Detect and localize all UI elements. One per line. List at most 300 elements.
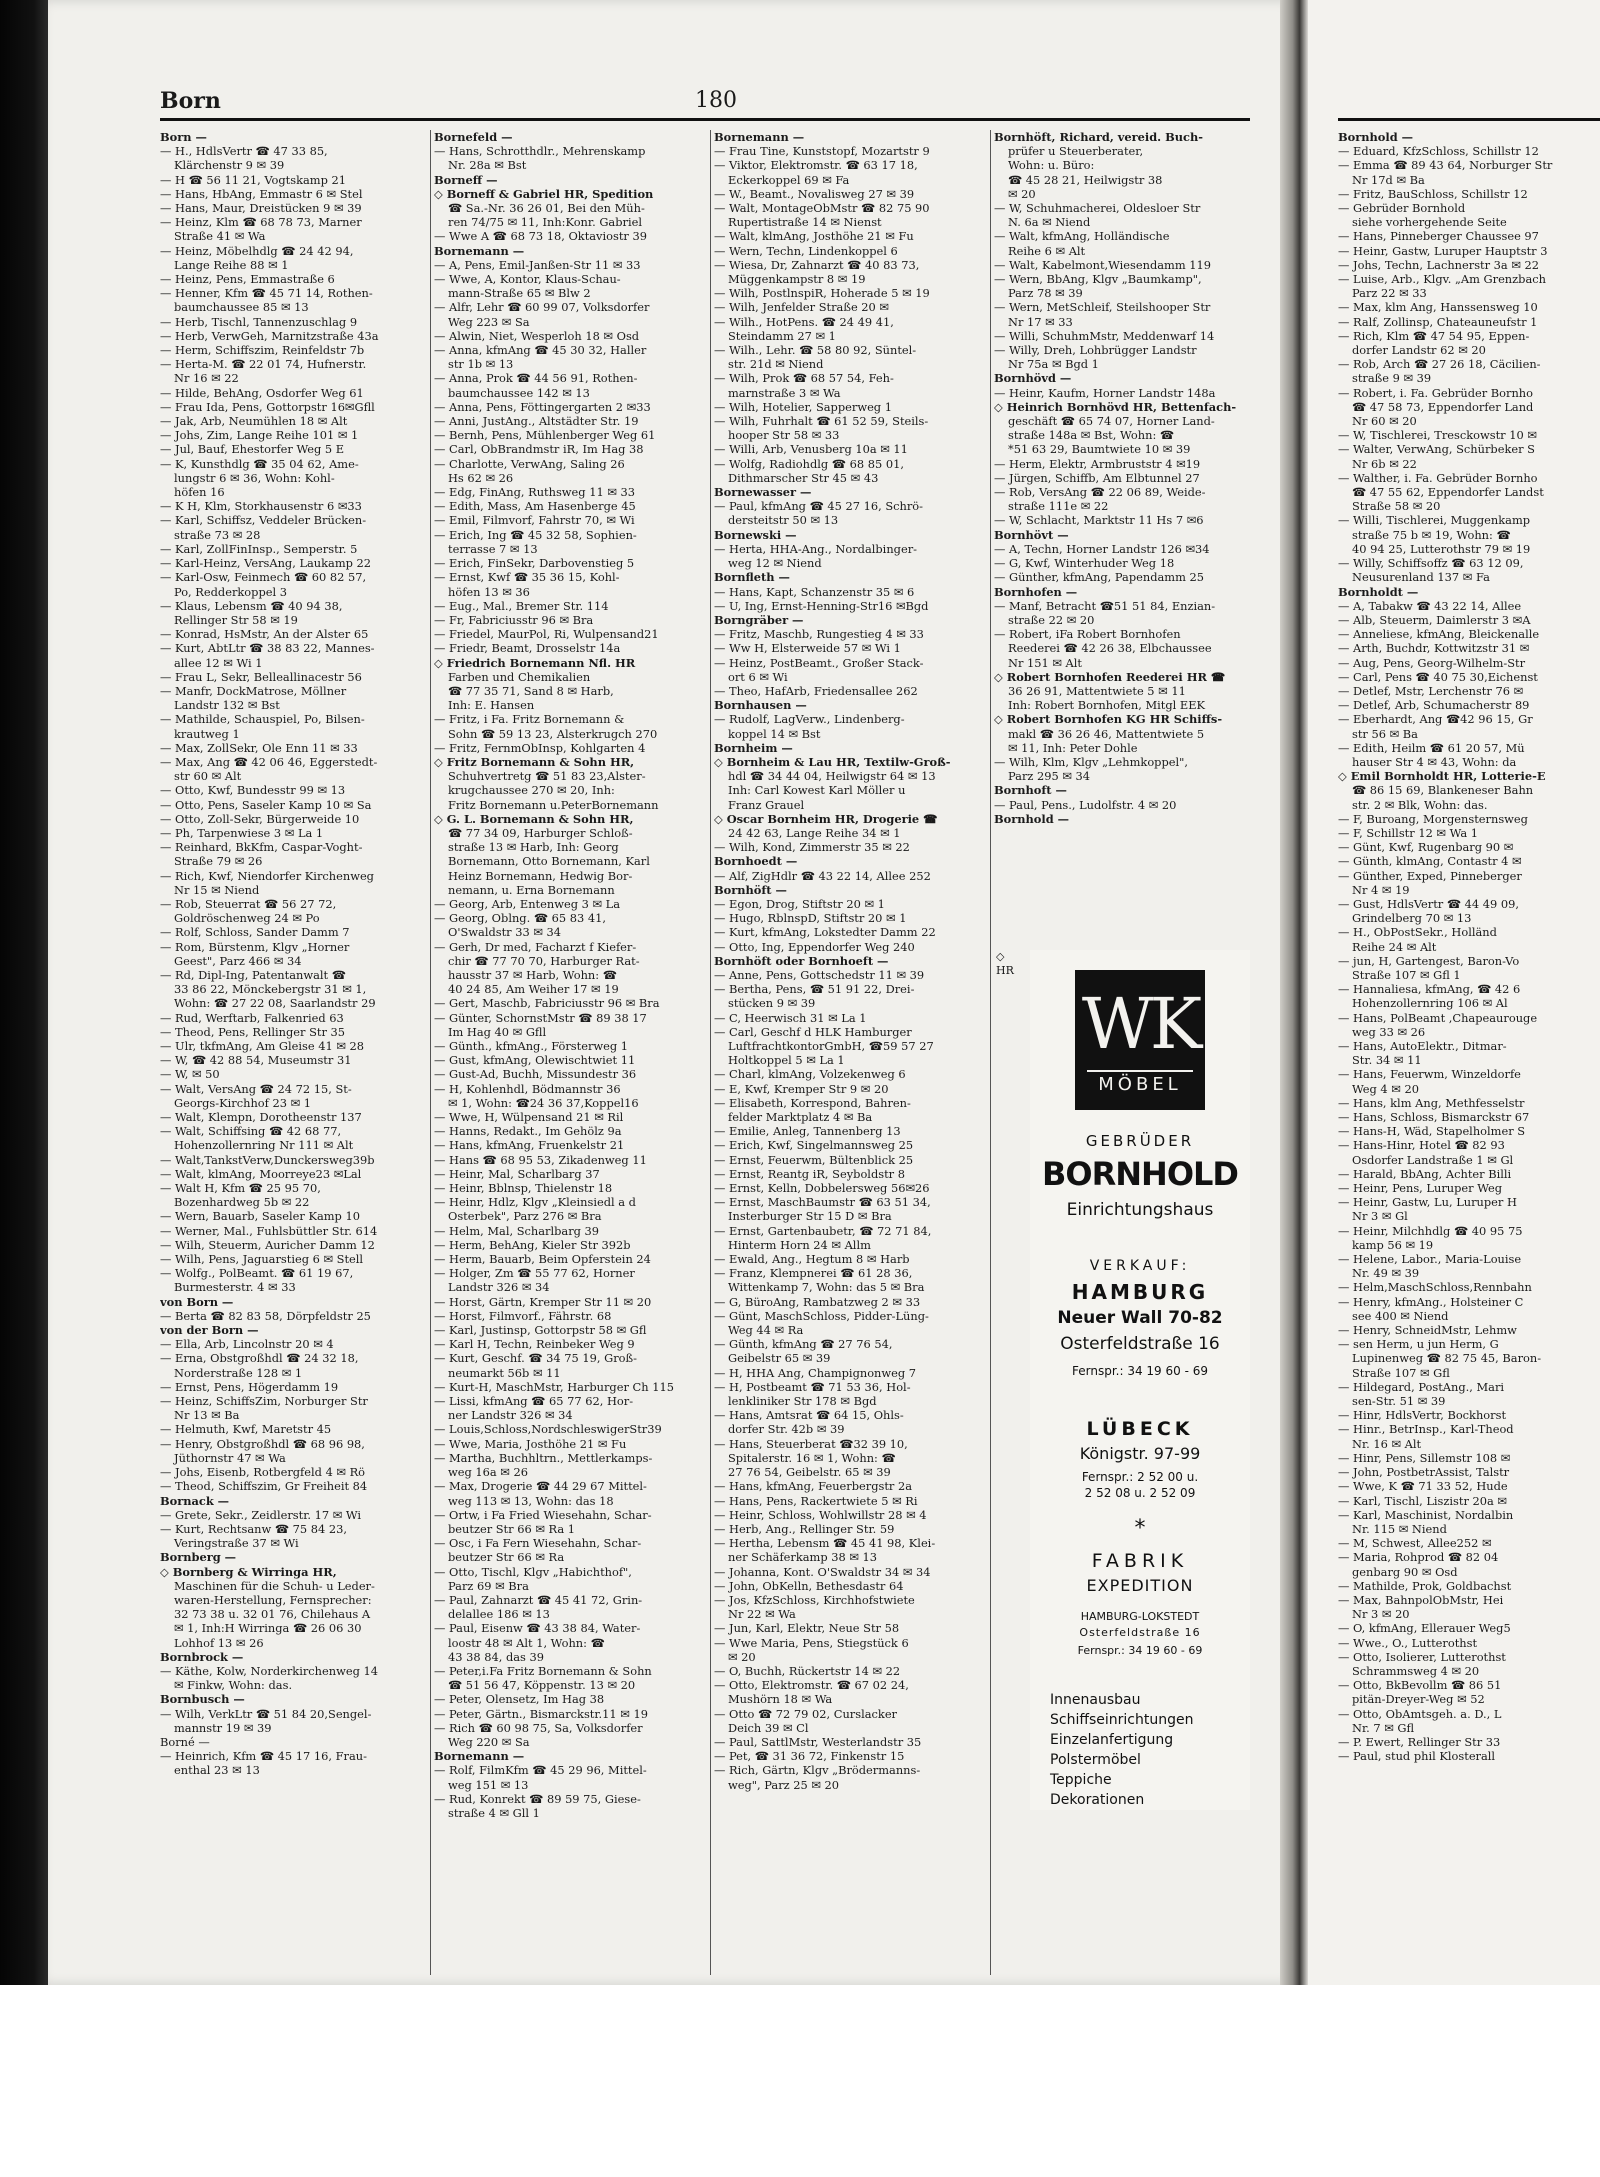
entry-continuation: Nr 60 ✉ 20: [1352, 414, 1417, 429]
directory-entry: — Heinz, PostBeamt., Großer Stack-: [714, 655, 924, 670]
surname-heading: Borngräber —: [714, 612, 804, 627]
entry-continuation: felder Marktplatz 4 ✉ Ba: [728, 1110, 873, 1125]
directory-entry: — Charl, klmAng, Volzekenweg 6: [714, 1067, 906, 1082]
entry-continuation: dorfer Landstr 62 ✉ 20: [1352, 343, 1486, 358]
entry-continuation: Straße 107 ✉ Gfl: [1352, 1365, 1450, 1380]
directory-entry: — Wwe, H, Wülpensand 21 ✉ Ril: [434, 1110, 624, 1125]
directory-entry: — A, Techn, Horner Landstr 126 ✉34: [994, 541, 1210, 556]
entry-continuation: Nr 6b ✉ 22: [1352, 456, 1417, 471]
entry-continuation: Hohenzollernring 106 ✉ Al: [1352, 996, 1508, 1011]
next-page-column: [1338, 130, 1600, 1975]
entry-continuation: Nr 3 ✉ Gl: [1352, 1209, 1408, 1224]
directory-entry: — Heinz, Klm ☎ 68 78 73, Marner: [160, 215, 362, 230]
directory-entry: — W, Schlacht, Marktstr 11 Hs 7 ✉6: [994, 513, 1204, 528]
directory-entry: — Wwe., O., Lutterothst: [1338, 1635, 1478, 1650]
directory-entry: — Edg, FinAng, Ruthsweg 11 ✉ 33: [434, 485, 635, 500]
entry-continuation: 32 73 38 u. 32 01 76, Chilehaus A: [174, 1607, 371, 1622]
ad-gebrueder: GEBRÜDER: [1085, 1132, 1195, 1150]
entry-continuation: loostr 48 ✉ Alt 1, Wohn: ☎: [448, 1635, 605, 1650]
entry-continuation: Nr 13 ✉ Ba: [174, 1408, 240, 1423]
surname-heading: Bornack —: [160, 1493, 230, 1508]
surname-heading: Bornheim —: [714, 740, 793, 755]
directory-entry: — Otto ☎ 72 79 02, Curslacker: [714, 1706, 898, 1721]
directory-entry: — Arth, Buchdr, Kottwitzstr 31 ✉: [1338, 641, 1530, 656]
directory-entry: — Rudolf, LagVerw., Lindenberg-: [714, 712, 905, 727]
entry-continuation: ✉ 11, Inh: Peter Dohle: [1008, 740, 1138, 755]
directory-entry: — Bernh, Pens, Mühlenberger Weg 61: [434, 428, 656, 443]
column-1: [160, 130, 428, 1975]
entry-continuation: weg 151 ✉ 13: [448, 1777, 529, 1792]
directory-entry: — A, Tabakw ☎ 43 22 14, Allee: [1338, 598, 1522, 613]
entry-continuation: straße 75 b ✉ 19, Wohn: ☎: [1352, 527, 1511, 542]
directory-entry: — Walt, Kabelmont,Wiesendamm 119: [994, 257, 1212, 272]
directory-entry: — Hans-Hinr, Hotel ☎ 82 93: [1338, 1138, 1505, 1153]
diamond-marker-icon: ◇: [996, 950, 1005, 963]
entry-continuation: N. 6a ✉ Niend: [1008, 215, 1091, 230]
entry-continuation: LuftfrachtkontorGmbH, ☎59 57 27: [728, 1039, 934, 1053]
directory-entry: — Eug., Mal., Bremer Str. 114: [434, 598, 609, 613]
ad-phone-luebeck-2: 2 52 08 u. 2 52 09: [1084, 1486, 1196, 1500]
entry-continuation: Spitalerstr. 16 ✉ 1, Wohn: ☎: [728, 1450, 896, 1465]
directory-entry: — Henner, Kfm ☎ 45 71 14, Rothen-: [160, 286, 373, 301]
directory-entry: — W, Tischlerei, Tresckowstr 10 ✉: [1338, 428, 1537, 443]
directory-entry: — Pet, ☎ 31 36 72, Finkenstr 15: [714, 1749, 905, 1764]
directory-entry: ◇ G. L. Bornemann & Sohn HR,: [434, 811, 634, 826]
entry-continuation: ☎ 45 28 21, Heilwigstr 38: [1008, 172, 1163, 187]
directory-entry: — Walt, Klempn, Dorotheenstr 137: [160, 1110, 362, 1125]
star-icon: *: [1134, 1516, 1146, 1541]
directory-entry: — Grete, Sekr., Zeidlerstr. 17 ✉ Wi: [160, 1507, 362, 1522]
directory-entry: — Hilde, BehAng, Osdorfer Weg 61: [160, 385, 364, 400]
entry-continuation: Maschinen für die Schuh- u Leder-: [174, 1578, 375, 1593]
directory-entry: — Rud, Konrekt ☎ 89 59 75, Giese-: [434, 1791, 641, 1806]
directory-entry: — Heinz, Pens, Emmastraße 6: [160, 272, 335, 287]
entry-continuation: beutzer Str 66 ✉ Ra 1: [448, 1521, 575, 1536]
directory-entry: — Johs, Eisenb, Rotbergfeld 4 ✉ Rö: [160, 1465, 366, 1480]
entry-continuation: chir ☎ 77 70 70, Harburger Rat-: [448, 953, 640, 968]
entry-continuation: hooper Str 58 ✉ 33: [728, 428, 840, 443]
directory-entry: — Frau Tine, Kunststopf, Mozartstr 9: [714, 144, 930, 159]
directory-entry: — Walter, VerwAng, Schürbeker S: [1338, 442, 1535, 457]
entry-continuation: Straße 41 ✉ Wa: [174, 229, 266, 244]
directory-entry: — Mathilde, Prok, Goldbachst: [1338, 1578, 1512, 1593]
entry-continuation: Veringstraße 37 ✉ Wi: [174, 1536, 299, 1551]
directory-entry: ◇ Bornberg & Wirringa HR,: [160, 1564, 337, 1579]
entry-continuation: Weg 44 ✉ Ra: [728, 1323, 804, 1338]
directory-entry: — Wern, BbAng, Klgv „Baumkamp",: [994, 272, 1202, 287]
directory-entry: — Max, BahnpolObMstr, Hei: [1338, 1592, 1504, 1607]
entry-continuation: *51 63 29, Baumtwiete 10 ✉ 39: [1008, 442, 1191, 457]
directory-entry: — Günth, klmAng, Contastr 4 ✉: [1338, 854, 1522, 869]
directory-entry: — Herb, Tischl, Tannenzuschlag 9: [160, 314, 358, 329]
directory-entry: — Emilie, Anleg, Tannenberg 13: [714, 1124, 901, 1139]
directory-entry: — Karl-Osw, Feinmech ☎ 60 82 57,: [160, 570, 367, 585]
entry-continuation: Wohn: u. Büro:: [1008, 158, 1095, 173]
directory-entry: — Wilh, Kond, Zimmerstr 35 ✉ 22: [714, 840, 910, 855]
ad-service-item: Teppiche: [1050, 1772, 1112, 1788]
surname-heading: Bornhausen —: [714, 698, 807, 713]
directory-entry: — U, Ing, Ernst-Henning-Str16 ✉Bgd: [714, 598, 929, 613]
entry-continuation: Dithmarscher Str 45 ✉ 43: [728, 470, 879, 485]
directory-entry: — Fritz, Maschb, Rungestieg 4 ✉ 33: [714, 627, 924, 642]
directory-entry: — H., HdlsVertr ☎ 47 33 85,: [160, 144, 328, 159]
directory-entry: — Maria, Rohprod ☎ 82 04: [1338, 1550, 1499, 1565]
entry-continuation: Nr 17 ✉ 33: [1008, 314, 1073, 329]
directory-entry: — Johs, Techn, Lachnerstr 3a ✉ 22: [1338, 257, 1540, 272]
directory-entry: — Karl, Maschinist, Nordalbin: [1338, 1507, 1514, 1522]
directory-entry: — Paul, Eisenw ☎ 43 38 84, Water-: [434, 1621, 641, 1636]
directory-entry: — Frau L, Sekr, Belleallinacestr 56: [160, 669, 362, 684]
entry-continuation: Schrammsweg 4 ✉ 20: [1352, 1663, 1480, 1678]
directory-entry: — Hans, Pinneberger Chaussee 97: [1338, 229, 1539, 244]
directory-entry: — Friedr, Beamt, Drosselstr 14a: [434, 641, 621, 656]
directory-entry: — Egon, Drog, Stiftstr 20 ✉ 1: [714, 896, 885, 911]
directory-entry: — Walt, Schiffsing ☎ 42 68 77,: [160, 1124, 342, 1139]
directory-entry: — Carl, ObBrandmstr iR, Im Hag 38: [434, 442, 644, 457]
directory-entry: — Hans, Feuerwm, Winzeldorfe: [1338, 1067, 1521, 1082]
directory-entry: — Otto, Tischl, Klgv „Habichthof",: [434, 1564, 632, 1579]
directory-entry: — Georg, Oblng. ☎ 65 83 41,: [434, 911, 606, 926]
directory-entry: — jun, H, Gartengest, Baron-Vo: [1338, 953, 1520, 968]
ad-koenigstr: Königstr. 97-99: [1079, 1444, 1201, 1463]
directory-entry: — Ulr, tkfmAng, Am Gleise 41 ✉ 28: [160, 1039, 365, 1053]
entry-continuation: mannstr 19 ✉ 39: [174, 1720, 272, 1735]
entry-continuation: Geibelstr 65 ✉ 39: [728, 1351, 831, 1366]
directory-entry: — Carl, Pens ☎ 40 75 30,Eichenst: [1338, 669, 1538, 684]
directory-entry: — Osc, i Fa Fern Wiesehahn, Schar-: [434, 1536, 642, 1551]
directory-entry: — Hanns, Redakt., Im Gehölz 9a: [434, 1124, 622, 1139]
directory-entry: — Wilh, Prok ☎ 68 57 54, Feh-: [714, 371, 894, 386]
directory-entry: — Wilh., Lehr. ☎ 58 80 92, Süntel-: [714, 343, 917, 358]
surname-heading: Bornfleth —: [714, 570, 790, 585]
entry-continuation: Reihe 24 ✉ Alt: [1352, 939, 1437, 954]
directory-entry: — Hans, Schloss, Bismarckstr 67: [1338, 1110, 1530, 1125]
surname-heading: Bornhofen —: [994, 584, 1078, 599]
directory-entry: — Erich, FinSekr, Darbovenstieg 5: [434, 556, 635, 571]
surname-heading: Bornhold —: [994, 811, 1070, 826]
entry-continuation: Geest", Parz 466 ✉ 34: [174, 953, 302, 968]
ad-lokstedt: HAMBURG-LOKSTEDT: [1080, 1610, 1200, 1623]
directory-entry: — sen Herm, u jun Herm, G: [1338, 1337, 1499, 1352]
ad-neuer-wall: Neuer Wall 70-82: [1057, 1308, 1223, 1328]
directory-entry: — H ☎ 56 11 21, Vogtskamp 21: [160, 172, 346, 187]
directory-entry: — Fritz, i Fa. Fritz Bornemann &: [434, 712, 625, 727]
directory-entry: — Otto, BkBevollm ☎ 86 51: [1338, 1678, 1502, 1693]
directory-entry: — Hans, kfmAng, Fruenkelstr 21: [434, 1138, 625, 1153]
entry-continuation: weg 12 ✉ Niend: [728, 556, 822, 571]
surname-heading: Bornhöft —: [714, 882, 787, 897]
directory-entry: — Manf, Betracht ☎51 51 84, Enzian-: [994, 598, 1216, 613]
directory-entry: — Erna, Obstgroßhdl ☎ 24 32 18,: [160, 1351, 359, 1366]
directory-entry: — H, Postbeamt ☎ 71 53 36, Hol-: [714, 1379, 911, 1394]
directory-entry: — Viktor, Elektromstr. ☎ 63 17 18,: [714, 158, 918, 173]
entry-continuation: Heinz Bornemann, Hedwig Bor-: [448, 868, 633, 883]
directory-entry: — Walt, klmAng, Moorreye23 ✉Lal: [160, 1166, 362, 1181]
directory-entry: — Wilh, VerkLtr ☎ 51 84 20,Sengel-: [160, 1706, 372, 1721]
entry-continuation: lenkliniker Str 178 ✉ Bgd: [728, 1394, 877, 1409]
directory-entry: — Wern, Bauarb, Saseler Kamp 10: [160, 1209, 360, 1224]
entry-continuation: 27 76 54, Geibelstr. 65 ✉ 39: [728, 1465, 891, 1480]
running-head: [160, 88, 1250, 118]
scan-border-left: [0, 0, 48, 2177]
directory-entry: — Kurt, kfmAng, Lokstedter Damm 22: [714, 925, 936, 940]
directory-entry: — Rich, Gärtn, Klgv „Brödermanns-: [714, 1763, 921, 1778]
directory-entry: — Hertha, Lebensm ☎ 45 41 98, Klei-: [714, 1536, 936, 1551]
entry-continuation: beutzer Str 66 ✉ Ra: [448, 1550, 565, 1565]
entry-continuation: hauser Str 4 ✉ 43, Wohn: da: [1352, 754, 1517, 769]
entry-continuation: Deich 39 ✉ Cl: [728, 1720, 809, 1735]
directory-entry: — Walt, MontageObMstr ☎ 82 75 90: [714, 201, 930, 216]
directory-entry: — Otto, Pens, Saseler Kamp 10 ✉ Sa: [160, 797, 372, 812]
entry-continuation: Nr. 16 ✉ Alt: [1352, 1436, 1422, 1451]
entry-continuation: Weg 220 ✉ Sa: [448, 1734, 530, 1749]
directory-entry: — Herta-M. ☎ 22 01 74, Hufnerstr.: [160, 357, 367, 372]
surname-heading: Bornhövd —: [994, 371, 1072, 386]
directory-entry: — Hans, Maur, Dreistücken 9 ✉ 39: [160, 201, 362, 216]
entry-continuation: str. 21d ✉ Niend: [728, 357, 824, 372]
entry-continuation: 40 24 85, Am Weiher 17 ✉ 19: [448, 982, 619, 997]
directory-entry: — Walt, VersAng ☎ 24 72 15, St-: [160, 1081, 352, 1096]
entry-continuation: 36 26 91, Mattentwiete 5 ✉ 11: [1008, 683, 1186, 698]
directory-entry: — Eduard, KfzSchloss, Schillstr 12: [1338, 144, 1539, 159]
directory-entry: — Hans ☎ 68 95 53, Zikadenweg 11: [434, 1152, 647, 1167]
directory-entry: — Wilh, Hotelier, Sapperweg 1: [714, 399, 892, 414]
ad-service-item: Innenausbau: [1050, 1692, 1141, 1708]
directory-entry: — Werner, Mal., Fuhlsbüttler Str. 614: [160, 1223, 378, 1238]
directory-entry: — Max, klm Ang, Hanssensweg 10: [1338, 300, 1538, 315]
entry-continuation: Grindelberg 70 ✉ 13: [1352, 911, 1472, 926]
directory-entry: — Theo, HafArb, Friedensallee 262: [714, 683, 918, 698]
entry-continuation: ☎ 77 35 71, Sand 8 ✉ Harb,: [448, 683, 614, 698]
entry-continuation: Straße 79 ✉ 26: [174, 854, 263, 869]
directory-entry: ◇ Heinrich Bornhövd HR, Bettenfach-: [994, 399, 1237, 414]
entry-continuation: krautweg 1: [174, 726, 240, 741]
directory-entry: — Detlef, Arb, Schumacherstr 89: [1338, 698, 1530, 713]
entry-continuation: ☎ 47 58 73, Eppendorfer Land: [1352, 399, 1534, 414]
ad-services-list: [1050, 1690, 1250, 1810]
column-divider: [430, 130, 431, 1975]
entry-continuation: höfen 16: [174, 485, 225, 500]
entry-continuation: weg 33 ✉ 26: [1352, 1024, 1426, 1039]
directory-entry: — Harald, BbAng, Achter Billi: [1338, 1166, 1512, 1181]
directory-entry: — Günt, MaschSchloss, Pidder-Lüng-: [714, 1308, 929, 1323]
ad-phone-luebeck-1: Fernspr.: 2 52 00 u.: [1081, 1470, 1199, 1484]
entry-continuation: Burmesterstr. 4 ✉ 33: [174, 1280, 296, 1295]
bornhold-advertisement: [1030, 950, 1250, 1810]
directory-entry: — Otto, ObAmtsgeh. a. D., L: [1338, 1706, 1502, 1721]
directory-entry: — Walt, klmAng, Josthöhe 21 ✉ Fu: [714, 229, 914, 244]
directory-entry: — Robert, iFa Robert Bornhofen: [994, 627, 1181, 642]
directory-entry: — F, Schillstr 12 ✉ Wa 1: [1338, 825, 1478, 840]
directory-entry: — Ewald, Ang., Hegtum 8 ✉ Harb: [714, 1252, 910, 1267]
directory-entry: — Gust, HdlsVertr ☎ 44 49 09,: [1338, 896, 1519, 911]
ad-phone-hamburg: Fernspr.: 34 19 60 - 69: [1072, 1364, 1208, 1378]
entry-continuation: ren 74/75 ✉ 11, Inh:Konr. Gabriel: [448, 215, 642, 230]
directory-entry: — Ralf, Zollinsp, Chateauneufstr 1: [1338, 314, 1538, 329]
entry-continuation: Po, Redderkoppel 3: [174, 584, 287, 599]
directory-entry: — Ernst, Kelln, Dobbelersweg 56✉26: [714, 1181, 930, 1196]
directory-entry: — Alb, Steuerm, Daimlerstr 3 ✉A: [1338, 612, 1531, 627]
directory-entry: — Ernst, Pens, Högerdamm 19: [160, 1379, 339, 1394]
entry-continuation: str. 2 ✉ Blk, Wohn: das.: [1352, 797, 1488, 812]
directory-entry: — Heinz, SchiffsZim, Norburger Str: [160, 1394, 368, 1409]
head-word: Born: [160, 88, 221, 114]
directory-entry: ◇ Friedrich Bornemann Nfl. HR: [434, 655, 636, 670]
directory-entry: — Karl, Schiffsz, Veddeler Brücken-: [160, 513, 367, 528]
surname-heading: Bornemann —: [434, 243, 525, 258]
directory-entry: — Heinr, Mal, Scharlbarg 37: [434, 1166, 600, 1181]
directory-entry: — Ph, Tarpenwiese 3 ✉ La 1: [160, 825, 324, 840]
directory-entry: — Otto, Elektromstr. ☎ 67 02 24,: [714, 1678, 909, 1693]
column-divider: [710, 130, 711, 1975]
logo-subtext: MÖBEL: [1098, 1074, 1182, 1095]
entry-continuation: Lange Reihe 88 ✉ 1: [174, 257, 289, 272]
directory-entry: — F, Buroang, Morgensternsweg: [1338, 811, 1528, 826]
directory-entry: — Luise, Arb., Klgv. „Am Grenzbach: [1338, 272, 1546, 287]
entry-continuation: ✉ 1, Inh:H Wirringa ☎ 26 06 30: [174, 1621, 362, 1636]
directory-entry: — Willi, SchuhmMstr, Meddenwarf 14: [994, 328, 1215, 343]
directory-entry: — Wern, Techn, Lindenkoppel 6: [714, 243, 898, 258]
directory-entry: — Wilh, Pens, Jaguarstieg 6 ✉ Stell: [160, 1252, 364, 1267]
directory-entry: — Theod, Pens, Rellinger Str 35: [160, 1024, 346, 1039]
directory-entry: — Gert, Maschb, Fabriciusstr 96 ✉ Bra: [434, 996, 660, 1011]
directory-entry: — Otto, Kwf, Bundesstr 99 ✉ 13: [160, 783, 346, 798]
header-rule: [160, 118, 1250, 121]
entry-continuation: Im Hag 40 ✉ Gfll: [448, 1024, 547, 1039]
entry-continuation: baumchaussee 85 ✉ 13: [174, 300, 309, 315]
directory-entry: — Walt H, Kfm ☎ 25 95 70,: [160, 1181, 321, 1196]
directory-entry: — Fr, Fabriciusstr 96 ✉ Bra: [434, 612, 594, 627]
directory-entry: — Anni, JustAng., Altstädter Str. 19: [434, 414, 639, 429]
directory-entry: — Henry, SchneidMstr, Lehmw: [1338, 1323, 1517, 1338]
surname-heading: Bornhöft oder Bornhoeft —: [714, 953, 889, 968]
entry-continuation: Jüthornstr 47 ✉ Wa: [174, 1450, 286, 1465]
directory-entry: — Wilh, Steuerm, Auricher Damm 12: [160, 1237, 375, 1252]
ad-phone-fabrik: Fernspr.: 34 19 60 - 69: [1077, 1644, 1203, 1657]
directory-entry: — Hans, Pens, Rackertwiete 5 ✉ Ri: [714, 1493, 918, 1508]
entry-continuation: Lupinenweg ☎ 82 75 45, Baron-: [1352, 1351, 1542, 1366]
entry-continuation: Straße 58 ✉ 20: [1352, 499, 1441, 514]
directory-entry: — Willy, Dreh, Lohbrügger Landstr: [994, 343, 1197, 358]
next-page-edge: [1308, 0, 1600, 1985]
directory-entry: — Hans, HbAng, Emmastr 6 ✉ Stel: [160, 186, 363, 201]
directory-entry: — Heinr, Bblnsp, Thielenstr 18: [434, 1181, 613, 1196]
directory-entry: — Kurt-H, MaschMstr, Harburger Ch 115: [434, 1379, 674, 1394]
directory-entry: — Anne, Pens, Gottschedstr 11 ✉ 39: [714, 967, 925, 982]
directory-entry: — Otto, Isolierer, Lutterothst: [1338, 1649, 1506, 1664]
surname-heading: Bornbrock —: [160, 1649, 244, 1664]
ad-company-name: BORNHOLD: [1042, 1155, 1238, 1193]
ad-service-item: Schiffseinrichtungen: [1050, 1712, 1194, 1728]
entry-continuation: marnstraße 3 ✉ Wa: [728, 385, 841, 400]
entry-continuation: Norderstraße 128 ✉ 1: [174, 1365, 303, 1380]
directory-entry: — G, BüroAng, Rambatzweg 2 ✉ 33: [714, 1294, 921, 1309]
directory-entry: — K H, Klm, Storkhausenstr 6 ✉33: [160, 499, 362, 514]
entry-continuation: geschäft ☎ 65 74 07, Horner Land-: [1008, 414, 1215, 429]
entry-continuation: ✉ 20: [728, 1649, 756, 1664]
directory-entry: — Max, ZollSekr, Ole Enn 11 ✉ 33: [160, 740, 358, 755]
entry-continuation: Eckerkoppel 69 ✉ Fa: [728, 172, 850, 187]
directory-entry: — Ernst, Reantg iR, Seyboldstr 8: [714, 1166, 905, 1181]
directory-entry: — Rolf, FilmKfm ☎ 45 29 96, Mittel-: [434, 1763, 647, 1778]
surname-heading: Bornhoedt —: [714, 854, 798, 869]
entry-continuation: ☎ 51 56 47, Köppenstr. 13 ✉ 20: [448, 1678, 636, 1693]
surname-heading: Borneff —: [434, 172, 498, 187]
directory-entry: — Ernst, Gartenbaubetr, ☎ 72 71 84,: [714, 1223, 932, 1238]
surname-heading: Bornemann —: [714, 130, 805, 144]
directory-entry: — Kurt, AbtLtr ☎ 38 83 22, Mannes-: [160, 641, 375, 656]
directory-entry: — Johs, Zim, Lange Reihe 101 ✉ 1: [160, 428, 359, 443]
directory-entry: — Ernst, Kwf ☎ 35 36 15, Kohl-: [434, 570, 620, 585]
directory-entry: — Ortw, i Fa Fried Wiesehahn, Schar-: [434, 1507, 652, 1522]
directory-entry: — Frau Ida, Pens, Gottorpstr 16✉Gfll: [160, 399, 375, 414]
entry-continuation: Landstr 132 ✉ Bst: [174, 698, 280, 713]
directory-entry: — W, Schuhmacherei, Oldesloer Str: [994, 201, 1201, 216]
directory-entry: — Wilh, Klm, Klgv „Lehmkoppel",: [994, 754, 1189, 769]
directory-entry: — Käthe, Kolw, Norderkirchenweg 14: [160, 1663, 378, 1678]
entry-continuation: makl ☎ 36 26 46, Mattentwiete 5: [1008, 726, 1205, 741]
directory-entry: — Konrad, HsMstr, An der Alster 65: [160, 627, 369, 642]
ad-verkauf: VERKAUF:: [1089, 1258, 1191, 1274]
directory-entry: — P. Ewert, Rellinger Str 33: [1338, 1734, 1501, 1749]
surname-heading: von Born —: [160, 1294, 234, 1309]
directory-entry: — Hans, PolBeamt ,Chapeaurouge: [1338, 1010, 1538, 1025]
directory-entry: — Jun, Karl, Elektr, Neue Str 58: [714, 1621, 900, 1636]
directory-entry: — Ernst, Feuerwm, Bültenblick 25: [714, 1152, 914, 1167]
directory-entry: — Ernst, MaschBaumstr ☎ 63 51 34,: [714, 1195, 931, 1210]
directory-entry: — Heinr, Gastw, Lu, Luruper H: [1338, 1195, 1517, 1210]
directory-entry: — Ww H, Elsterweide 57 ✉ Wi 1: [714, 641, 901, 656]
entry-continuation: weg", Parz 25 ✉ 20: [728, 1777, 840, 1792]
entry-continuation: Schuhvertretg ☎ 51 83 23,Alster-: [448, 769, 646, 784]
entry-continuation: höfen 13 ✉ 36: [448, 584, 530, 599]
directory-entry: — Walt, kfmAng, Holländische: [994, 229, 1170, 244]
directory-entry: — Wolfg, Radiohdlg ☎ 68 85 01,: [714, 456, 904, 471]
directory-entry: — Rich, Kwf, Niendorfer Kirchenweg: [160, 868, 374, 883]
directory-entry: — Alwin, Niet, Wesperloh 18 ✉ Osd: [434, 328, 640, 343]
directory-entry: — Herm, Schiffszim, Reinfeldstr 7b: [160, 343, 365, 358]
entry-continuation: nemann, u. Erna Bornemann: [448, 882, 615, 897]
directory-entry: — Hans, kfmAng, Feuerbergstr 2a: [714, 1479, 913, 1494]
ad-osterfeld-2: Osterfeldstraße 16: [1079, 1626, 1201, 1639]
entry-continuation: ☎ 77 34 09, Harburger Schloß-: [448, 825, 633, 840]
entry-continuation: ☎ Sa.-Nr. 36 26 01, Bei den Müh-: [448, 201, 645, 216]
directory-entry: — A, Pens, Emil-Janßen-Str 11 ✉ 33: [434, 257, 641, 272]
directory-entry: — Kurt, Geschf. ☎ 34 75 19, Groß-: [434, 1351, 637, 1366]
entry-continuation: Georgs-Kirchhof 23 ✉ 1: [174, 1095, 311, 1110]
directory-entry: — Heinr, Schloss, Wohlwillstr 28 ✉ 4: [714, 1507, 927, 1522]
directory-entry: — Hildegard, PostAng., Mari: [1338, 1379, 1505, 1394]
entry-continuation: Parz 295 ✉ 34: [1008, 769, 1091, 784]
column-3: [714, 130, 988, 1975]
directory-entry: — Heinr, Milchhdlg ☎ 40 95 75: [1338, 1223, 1523, 1238]
directory-entry: — Jak, Arb, Neumühlen 18 ✉ Alt: [160, 414, 348, 429]
entry-continuation: Insterburger Str 15 D ✉ Bra: [728, 1209, 892, 1224]
surname-heading: Bornbusch —: [160, 1692, 245, 1707]
directory-entry: — Heinr, Pens, Luruper Weg: [1338, 1181, 1503, 1196]
entry-continuation: Franz Grauel: [728, 797, 805, 812]
directory-entry: — Fritz, FernmObInsp, Kohlgarten 4: [434, 740, 646, 755]
entry-continuation: Landstr 326 ✉ 34: [448, 1280, 550, 1295]
entry-continuation: Nr. 28a ✉ Bst: [448, 158, 527, 173]
ad-fabrik: FABRIK: [1091, 1550, 1189, 1572]
entry-continuation: weg 16a ✉ 26: [448, 1465, 528, 1480]
directory-entry: — Erich, Ing ☎ 45 32 58, Sophien-: [434, 527, 637, 542]
entry-continuation: Neusurenland 137 ✉ Fa: [1352, 570, 1490, 585]
directory-entry: — Hinr., BetrInsp., Karl-Theod: [1338, 1422, 1514, 1437]
entry-continuation: lungstr 6 ✉ 36, Wohn: Kohl-: [174, 470, 335, 485]
directory-entry: — John, ObKelln, Bethesdastr 64: [714, 1578, 904, 1593]
